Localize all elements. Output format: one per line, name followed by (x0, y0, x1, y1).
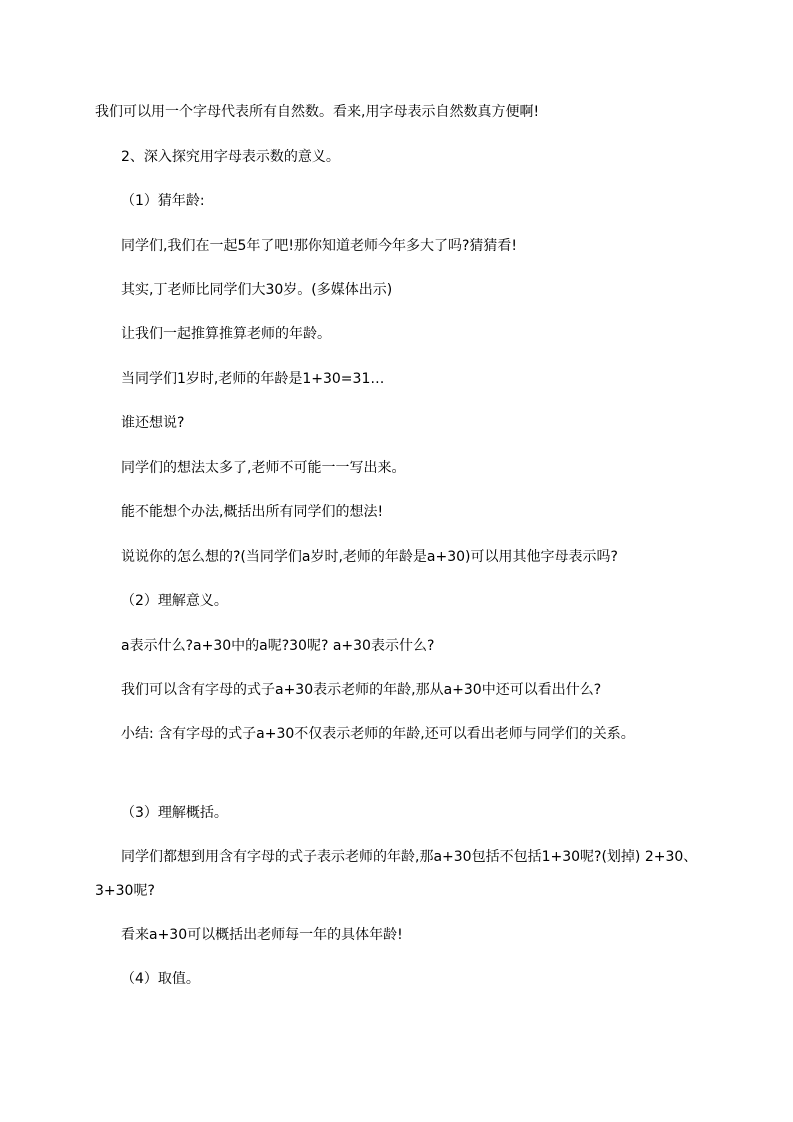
paragraph-15: 小结: 含有字母的式子a+30不仅表示老师的年龄,还可以看出老师与同学们的关系。 (121, 726, 635, 742)
paragraph-10: 能不能想个办法,概括出所有同学们的想法! (121, 504, 384, 520)
paragraph-2: 2、深入探究用字母表示数的意义。 (121, 149, 340, 165)
paragraph-19: （4）取值。 (121, 971, 200, 987)
paragraph-14: 我们可以含有字母的式子a+30表示老师的年龄,那从a+30中还可以看出什么? (121, 682, 602, 698)
paragraph-17: 同学们都想到用含有字母的式子表示老师的年龄,那a+30包括不包括1+30呢?(划掉) 2+30、3+30呢? (95, 849, 698, 899)
paragraph-3: （1）猜年龄: (121, 193, 205, 209)
paragraph-12: （2）理解意义。 (121, 593, 228, 609)
paragraph-11: 说说你的怎么想的?(当同学们a岁时,老师的年龄是a+30)可以用其他字母表示吗? (121, 549, 618, 565)
paragraph-1: 我们可以用一个字母代表所有自然数。看来,用字母表示自然数真方便啊! (95, 104, 540, 120)
paragraph-8: 谁还想说? (121, 415, 185, 431)
paragraph-5: 其实,丁老师比同学们大30岁。(多媒体出示) (121, 282, 393, 298)
paragraph-13: a表示什么?a+30中的a呢?30呢? a+30表示什么? (121, 638, 435, 654)
paragraph-18: 看来a+30可以概括出老师每一年的具体年龄! (121, 927, 403, 943)
paragraph-6: 让我们一起推算推算老师的年龄。 (121, 326, 331, 342)
paragraph-9: 同学们的想法太多了,老师不可能一一写出来。 (121, 460, 406, 476)
paragraph-4: 同学们,我们在一起5年了吧!那你知道老师今年多大了吗?猜猜看! (121, 238, 518, 254)
paragraph-7: 当同学们1岁时,老师的年龄是1+30=31… (121, 371, 385, 387)
paragraph-16: （3）理解概括。 (121, 805, 228, 821)
